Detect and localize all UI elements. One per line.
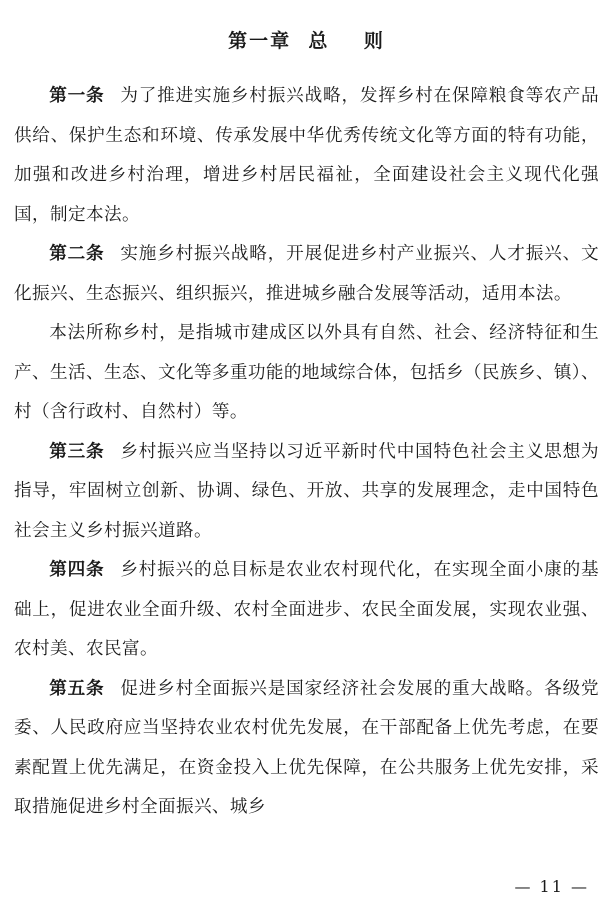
article-1 bbox=[14, 77, 599, 235]
article-text: 乡村振兴应当坚持以习近平新时代中国特色社会主义思想为指导，牢固树立创新、协调、绿色、开放、共享的发展理念，走中国特色社会主义乡村振兴道路。 bbox=[14, 441, 600, 541]
article-text: 实施乡村振兴战略，开展促进乡村产业振兴、人才振兴、文化振兴、生态振兴、组织振兴，推进城乡融合发展等活动，适用本法。 bbox=[14, 244, 600, 304]
article-heading: 第二条 bbox=[49, 244, 105, 264]
article-text: 促进乡村全面振兴是国家经济社会发展的重大战略。各级党委、人民政府应当坚持农业农村优先发展，在干部配备上优先考虑，在要素配置上优先满足，在资金投入上优先保障，在公共服务上优先安排，采取措施促进乡村全面振兴、城乡 bbox=[14, 678, 600, 817]
article-4 bbox=[14, 551, 599, 670]
article-text: 为了推进实施乡村振兴战略，发挥乡村在保障粮食等农产品供给、保护生态和环境、传承发展中华优秀传统文化等方面的特有功能，加强和改进乡村治理，增进乡村居民福祉，全面建设社会主义现代化强国，制定本法。 bbox=[14, 86, 600, 225]
article-heading: 第一条 bbox=[49, 86, 105, 106]
article-5 bbox=[14, 670, 599, 828]
article-2-paragraph-2 bbox=[14, 314, 599, 433]
page-number: — 11 — bbox=[514, 877, 589, 896]
article-heading: 第四条 bbox=[49, 560, 105, 580]
chapter-title: 第一章 总 则 bbox=[228, 30, 385, 52]
article-3 bbox=[14, 433, 599, 552]
article-text: 乡村振兴的总目标是农业农村现代化，在实现全面小康的基础上，促进农业全面升级、农村全面进步、农民全面发展，实现农业强、农村美、农民富。 bbox=[14, 560, 600, 659]
article-heading: 第五条 bbox=[49, 678, 105, 699]
article-text: 本法所称乡村，是指城市建成区以外具有自然、社会、经济特征和生产、生活、生态、文化等多重功能的地域综合体，包括乡（民族乡、镇）、村（含行政村、自然村）等。 bbox=[14, 323, 599, 422]
article-heading: 第三条 bbox=[49, 441, 105, 462]
article-2 bbox=[14, 235, 599, 314]
